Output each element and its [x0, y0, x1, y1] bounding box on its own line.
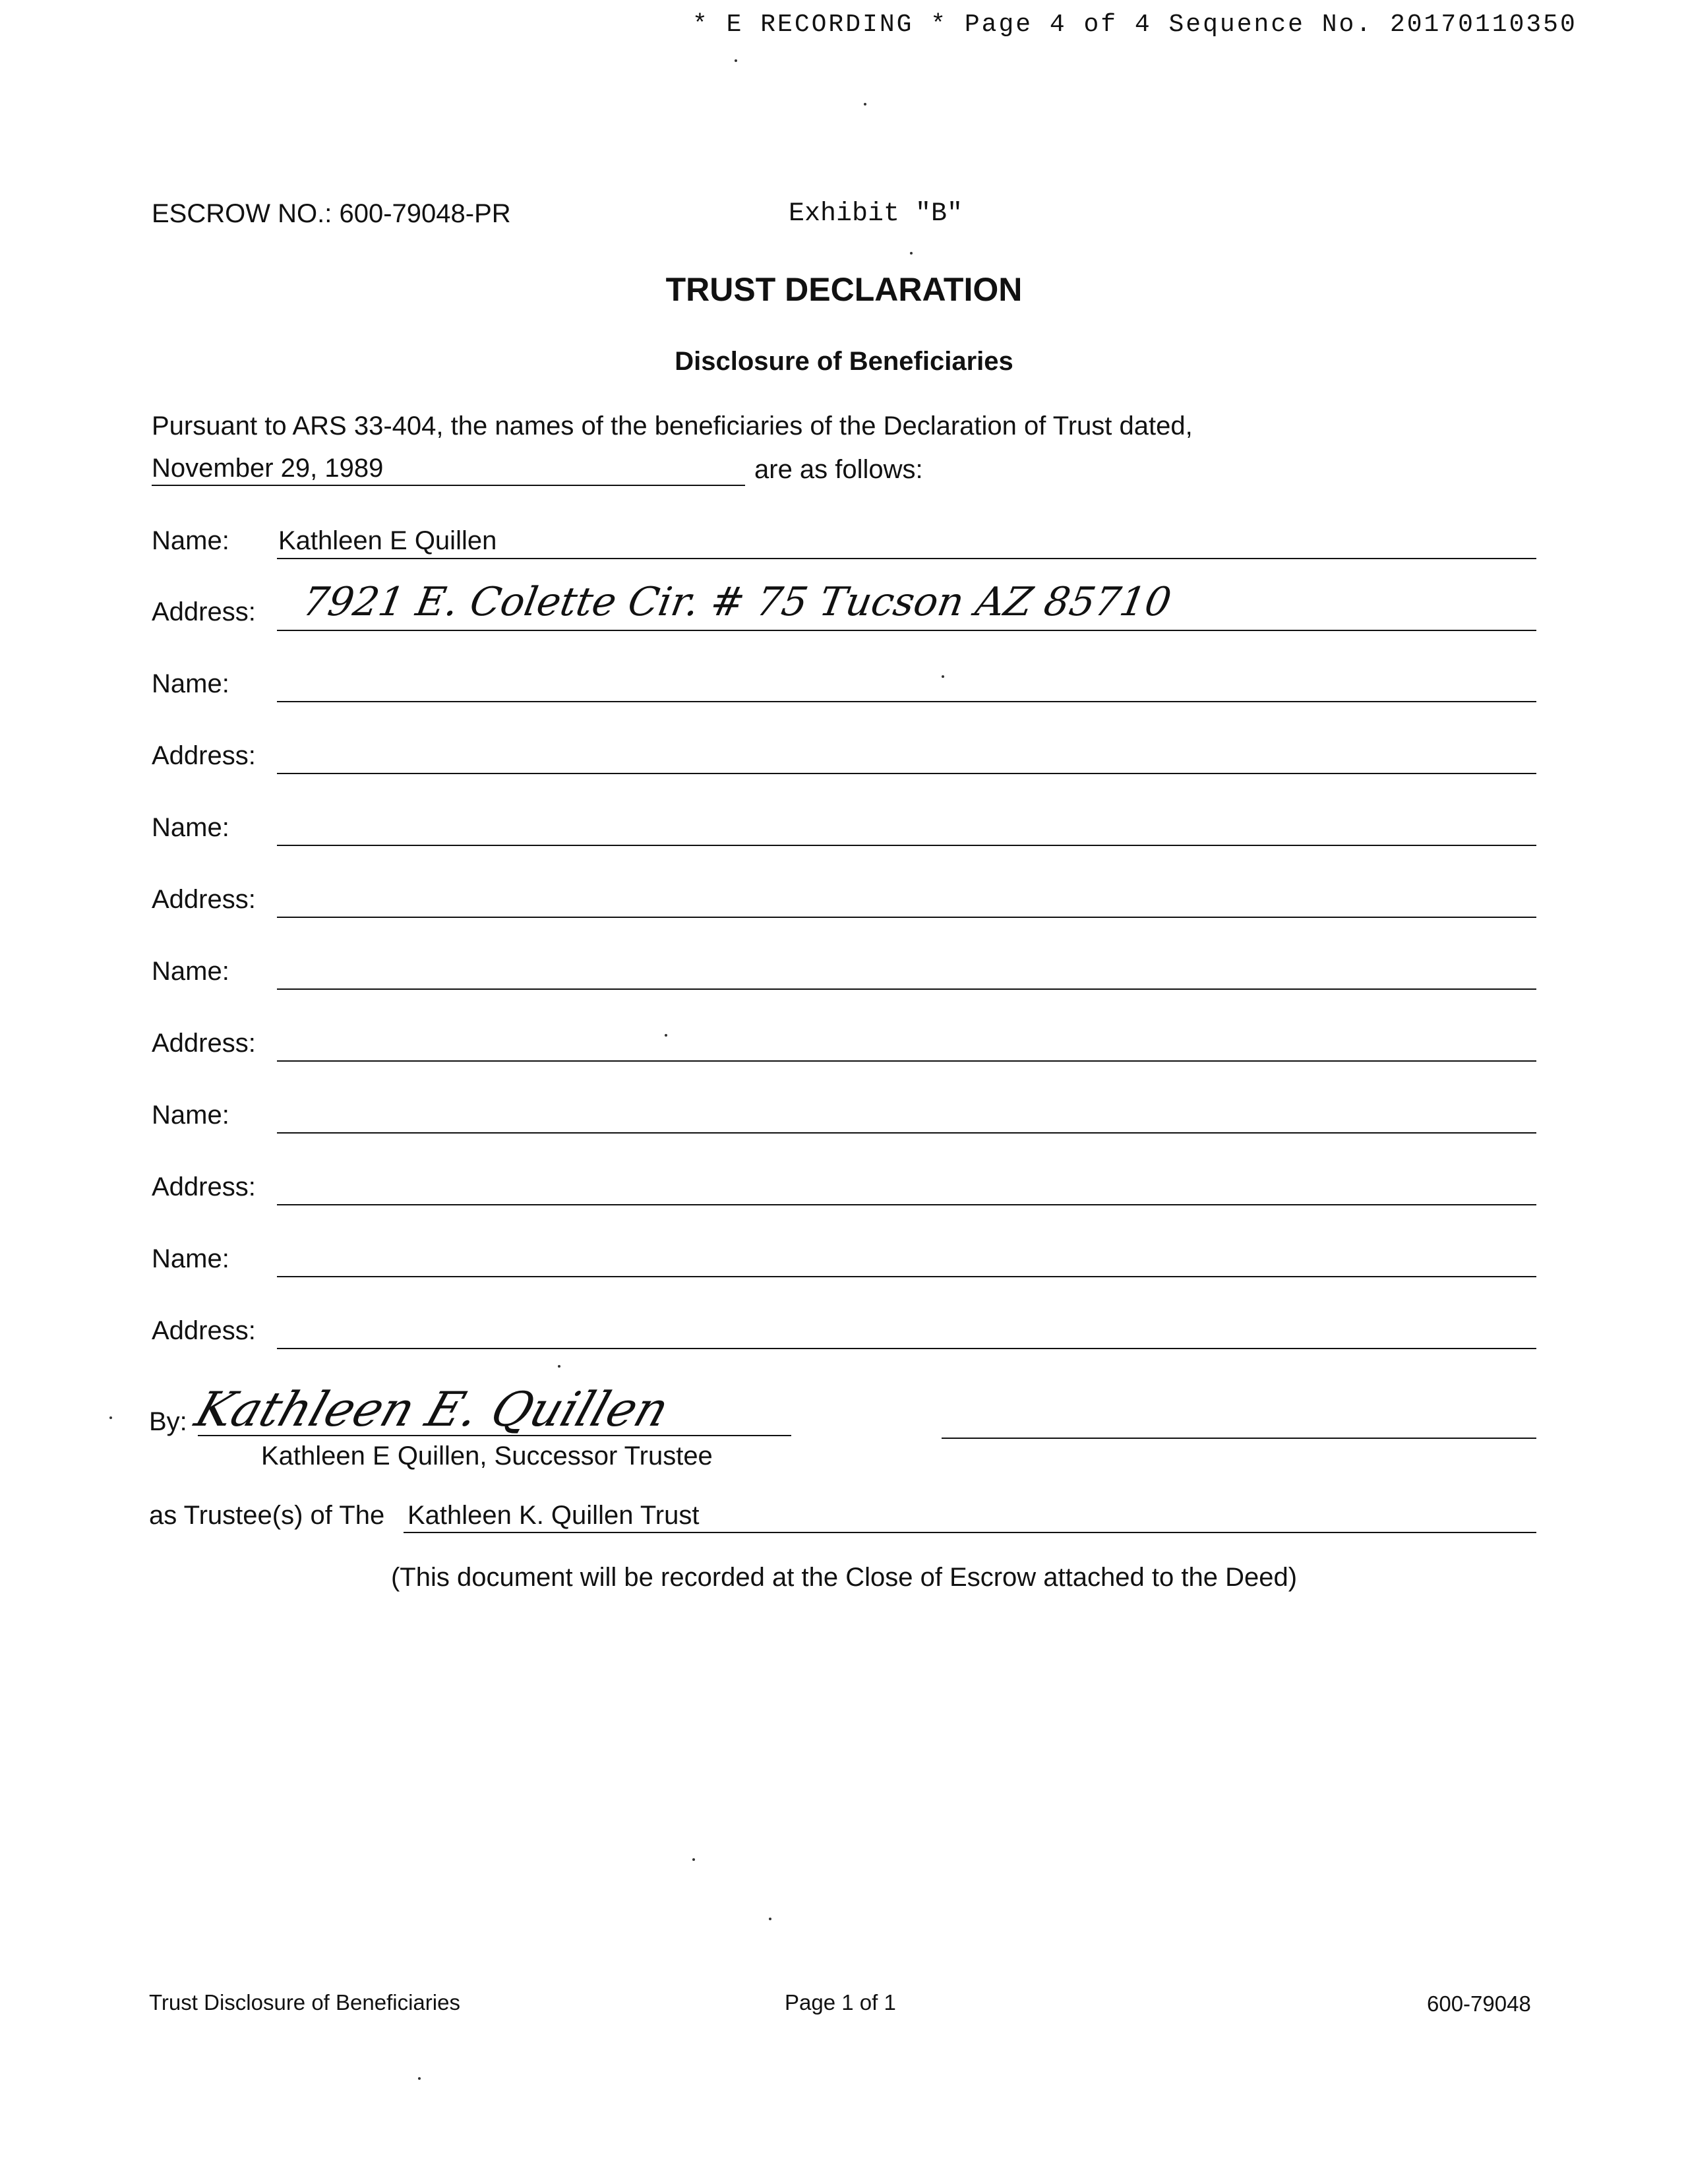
scan-speck	[769, 1918, 771, 1920]
address-line-4	[277, 1060, 1536, 1062]
footer-page-number: Page 1 of 1	[785, 1990, 896, 2015]
handwritten-signature: Kathleen E. Quillen	[189, 1381, 676, 1437]
scan-speck	[864, 103, 866, 106]
name-line-1	[277, 558, 1536, 559]
escrow-number: ESCROW NO.: 600-79048-PR	[152, 199, 511, 228]
name-label-3: Name:	[152, 813, 229, 842]
address-label-4: Address:	[152, 1029, 256, 1058]
trustee-label: as Trustee(s) of The	[149, 1501, 385, 1530]
follows-text: are as follows:	[754, 455, 923, 484]
beneficiary-name-1: Kathleen E Quillen	[278, 526, 497, 555]
name-label-1: Name:	[152, 526, 229, 555]
footer-left: Trust Disclosure of Beneficiaries	[149, 1990, 460, 2015]
name-label-4: Name:	[152, 957, 229, 986]
trust-name: Kathleen K. Quillen Trust	[407, 1501, 700, 1530]
by-label: By:	[149, 1407, 187, 1436]
name-label-6: Name:	[152, 1244, 229, 1273]
trust-name-line	[404, 1532, 1536, 1533]
scan-speck	[910, 252, 913, 255]
scan-speck	[735, 59, 737, 62]
name-line-5	[277, 1132, 1536, 1134]
address-line-2	[277, 773, 1536, 774]
address-line-3	[277, 917, 1536, 918]
second-signature-line	[942, 1438, 1536, 1439]
trust-date-underline	[152, 485, 745, 486]
address-label-3: Address:	[152, 885, 256, 914]
address-line-5	[277, 1204, 1536, 1205]
scan-speck	[109, 1416, 112, 1419]
recording-header: * E RECORDING * Page 4 of 4 Sequence No. 20170110350	[692, 11, 1577, 39]
name-line-2	[277, 701, 1536, 702]
name-line-4	[277, 988, 1536, 990]
scan-speck	[692, 1858, 695, 1861]
document-title: TRUST DECLARATION	[665, 271, 1023, 308]
scan-speck	[942, 675, 944, 678]
address-label-6: Address:	[152, 1316, 256, 1345]
beneficiary-address-1: 7921 E. Colette Cir. # 75 Tucson AZ 85710	[299, 579, 1175, 625]
intro-statement: Pursuant to ARS 33-404, the names of the beneficiaries of the Declaration of Trust dated,	[152, 411, 1193, 440]
footer-file-number: 600-79048	[1427, 1991, 1531, 2016]
address-label-2: Address:	[152, 741, 256, 770]
address-label-1: Address:	[152, 597, 256, 626]
address-line-1	[277, 630, 1536, 631]
address-line-6	[277, 1348, 1536, 1349]
scan-speck	[418, 2077, 421, 2080]
signer-caption: Kathleen E Quillen, Successor Trustee	[261, 1441, 713, 1471]
exhibit-label: Exhibit "B"	[789, 199, 963, 229]
address-label-5: Address:	[152, 1172, 256, 1201]
name-label-2: Name:	[152, 669, 229, 698]
scan-speck	[665, 1034, 667, 1037]
name-label-5: Name:	[152, 1101, 229, 1130]
trust-date-value: November 29, 1989	[152, 454, 384, 483]
scan-speck	[558, 1365, 560, 1368]
document-subtitle: Disclosure of Beneficiaries	[675, 347, 1013, 376]
recording-note: (This document will be recorded at the Close of Escrow attached to the Deed)	[390, 1563, 1298, 1592]
name-line-6	[277, 1276, 1536, 1277]
signature-line	[198, 1435, 791, 1436]
name-line-3	[277, 845, 1536, 846]
